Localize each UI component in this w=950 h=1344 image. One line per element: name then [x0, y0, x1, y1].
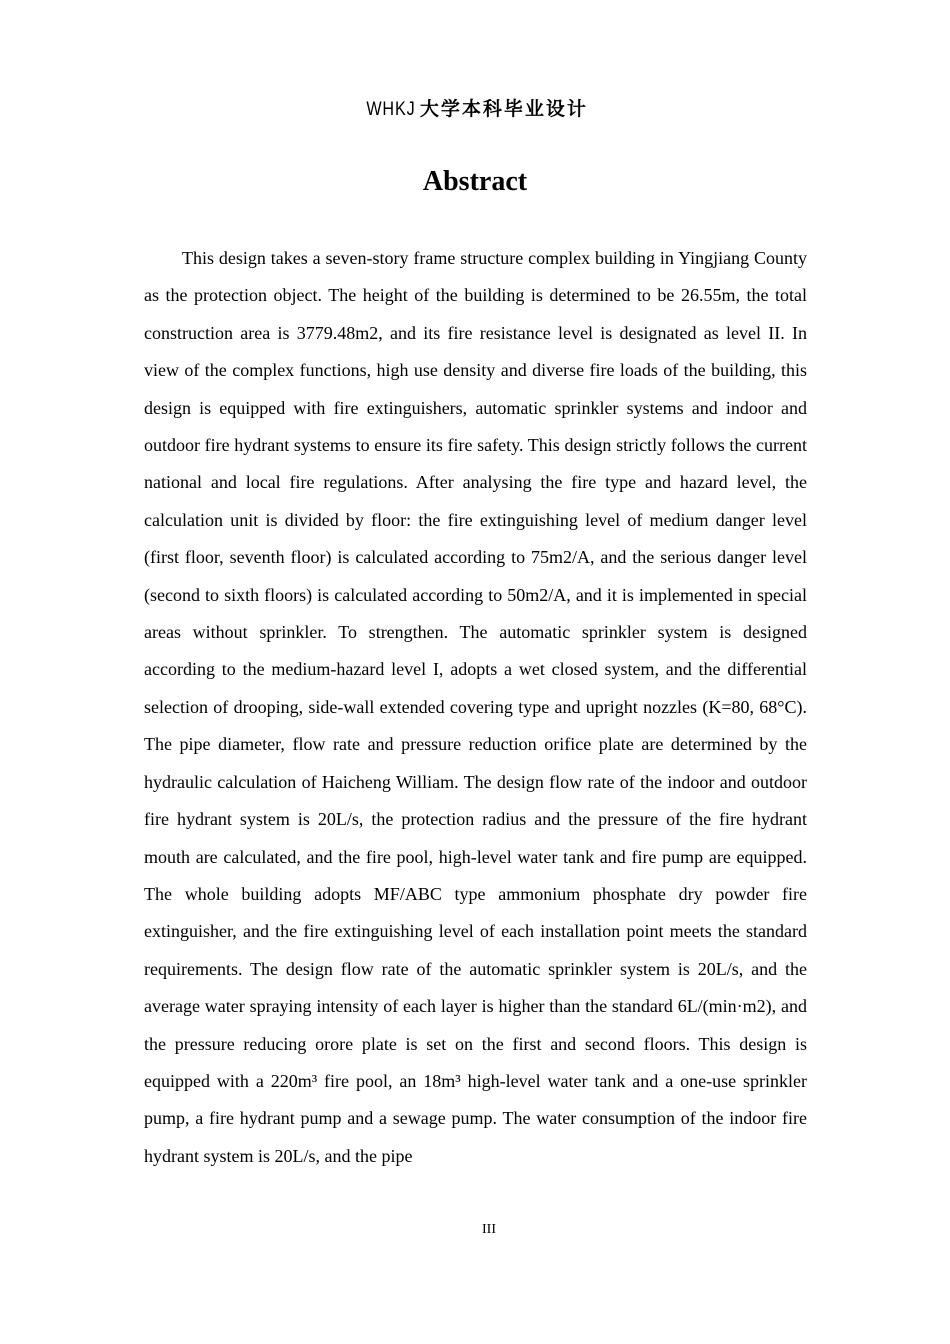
- header-institution-code: WHKJ: [366, 99, 416, 120]
- abstract-paragraph: This design takes a seven-story frame structure complex building in Yingjiang County as the protection object. The height of the building is determined to be 26.55m, the total construction area is 3779.48m2, and its fire resistance level is designated as level II. In view of the complex functions, high use density and diverse fire loads of the building, this design is equipped with fire extinguishers, automatic sprinkler systems and indoor and outdoor fire hydrant systems to ensure its fire safety. This design strictly follows the current national and local fire regulations. After analysing the fire type and hazard level, the calculation unit is divided by floor: the fire extinguishing level of medium danger level (first floor, seventh floor) is calculated according to 75m2/A, and the serious danger level (second to sixth floors) is calculated according to 50m2/A, and it is implemented in special areas without sprinkler. To strengthen. The automatic sprinkler system is designed according to the medium-hazard level I, adopts a wet closed system, and the differential selection of drooping, side-wall extended covering type and upright nozzles (K=80, 68°C). The pipe diameter, flow rate and pressure reduction orifice plate are determined by the hydraulic calculation of Haicheng William. The design flow rate of the indoor and outdoor fire hydrant system is 20L/s, the protection radius and the pressure of the fire hydrant mouth are calculated, and the fire pool, high-level water tank and fire pump are equipped. The whole building adopts MF/ABC type ammonium phosphate dry powder fire extinguisher, and the fire extinguishing level of each installation point meets the standard requirements. The design flow rate of the automatic sprinkler system is 20L/s, and the average water spraying intensity of each layer is higher than the standard 6L/(min·m2), and the pressure reducing orore plate is set on the first and second floors. This design is equipped with a 220m³ fire pool, an 18m³ high-level water tank and a one-use sprinkler pump, a fire hydrant pump and a sewage pump. The water consumption of the indoor fire hydrant system is 20L/s, and the pipe: [144, 248, 807, 1166]
- page-header: [0, 94, 950, 121]
- header-document-type: 大学本科毕业设计: [419, 98, 588, 120]
- page-title: Abstract: [422, 166, 528, 197]
- page-number: III: [482, 1222, 496, 1237]
